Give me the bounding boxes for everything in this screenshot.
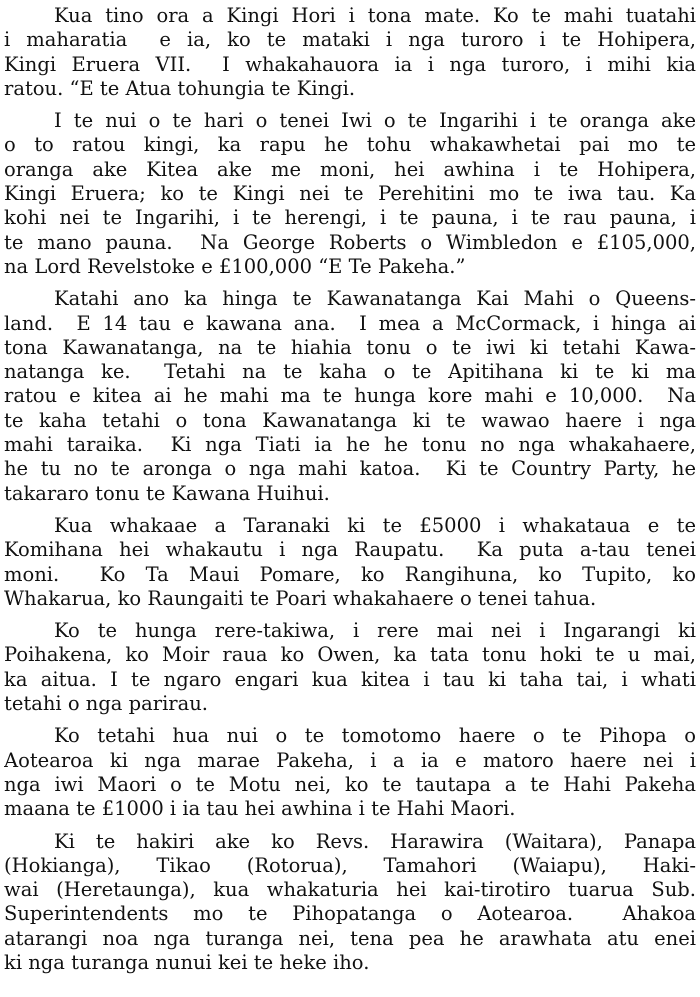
text-line: mahi taraika. Ki nga Tiati ia he he tonu no nga whakahaere, [4,433,696,457]
paragraph-taranaki-compensation [4,514,696,611]
paragraph-king-recovery [4,4,696,101]
text-line: land. E 14 tau e kawana ana. I mea a McCormack, i hinga ai [4,311,696,335]
text-line: maana te £1000 i ia tau hei awhina i te Hahi Maori. [4,797,516,821]
text-line: ratou e kitea ai he mahi ma te hunga kore mahi e 10,000. Na [4,384,696,408]
paragraph-aviators [4,619,696,716]
text-line: oranga ake Kitea ake me moni, hei awhina i te Hohipera, [4,157,696,181]
text-line: Komihana hei whakautu i nga Raupatu. Ka puta a-tau tenei [4,538,696,562]
text-line: takararo tonu te Kawana Huihui. [4,481,330,505]
text-line: Superintendents mo te Pihopatanga o Aotearoa. Ahakoa [4,902,696,926]
text-line: Aotearoa ki nga marae Pakeha, i a ia e matoro haere nei i [4,748,696,772]
text-line: Kua tino ora a Kingi Hori i tona mate. Ko te mahi tuatahi [54,4,696,27]
text-line: Kingi Eruera VII. I whakahauora ia i nga turoro, i mihi kia [4,52,696,76]
text-line: Poihakena, ko Moir raua ko Owen, ka tata tonu hoki te u mai, [4,643,696,667]
text-line: natanga ke. Tetahi na te kaha o te Apitihana ki te ki ma [4,360,696,384]
text-line: Ko tetahi hua nui o te tomotomo haere o te Pihopa o [54,724,696,748]
text-line: Katahi ano ka hinga te Kawanatanga Kai Mahi o Queens- [54,287,696,311]
text-line: te kaha tetahi o tona Kawanatanga ki te wawao haere i nga [4,408,696,432]
text-line: kohi nei te Ingarihi, i te herengi, i te pauna, i te rau pauna, i [4,206,696,230]
text-line: moni. Ko Ta Maui Pomare, ko Rangihuna, ko Tupito, ko [4,562,696,586]
text-line: Kua whakaae a Taranaki ki te £5000 i whakataua e te [54,513,696,537]
paragraph-queensland-government [4,287,696,506]
paragraph-bishop-aotearoa [4,724,696,821]
paragraph-superintendents [4,830,696,976]
text-line: tona Kawanatanga, na te hiahia tonu o te iwi ki tetahi Kawa- [4,335,696,359]
text-line: Ki te hakiri ake ko Revs. Harawira (Waitara), Panapa [54,829,696,853]
text-line: I te nui o te hari o tenei Iwi o te Ingarihi i te oranga ake [54,109,696,133]
text-line: atarangi noa nga turanga nei, tena pea he arawhata atu enei [4,926,696,950]
text-line: na Lord Revelstoke e £100,000 “E Te Pakeha.” [4,254,466,278]
text-line: ratou. “E te Atua tohungia te Kingi. [4,76,356,100]
paragraph-hospital-fund [4,109,696,279]
text-line: wai (Heretaunga), kua whakaturia hei kai-tirotiro tuarua Sub. [4,878,696,902]
text-line: (Hokianga), Tikao (Rotorua), Tamahori (Waiapu), Haki- [4,853,696,877]
text-line: tetahi o nga parirau. [4,692,209,716]
text-line: ka aitua. I te ngaro engari kua kitea i tau ki taha tai, i whati [4,667,696,691]
text-line: nga iwi Maori o te Motu nei, ko te tautapa a te Hahi Pakeha [4,772,696,796]
text-line: Kingi Eruera; ko te Kingi nei te Perehitini mo te iwa tau. Ka [4,182,696,206]
text-line: ki nga turanga nunui kei te heke iho. [4,950,370,974]
text-line: o to ratou kingi, ka rapu he tohu whakawhetai pai mo te [4,133,696,157]
text-line: Ko te hunga rere-takiwa, i rere mai nei i Ingarangi ki [54,619,696,643]
text-line: he tu no te aronga o nga mahi katoa. Ki te Country Party, he [4,457,696,481]
text-line: i maharatia e ia, ko te mataki i nga turoro i te Hohipera, [4,28,696,52]
text-line: Whakarua, ko Raungaiti te Poari whakahaere o tenei tahua. [4,586,597,610]
text-line: te mano pauna. Na George Roberts o Wimbledon e £105,000, [4,230,696,254]
